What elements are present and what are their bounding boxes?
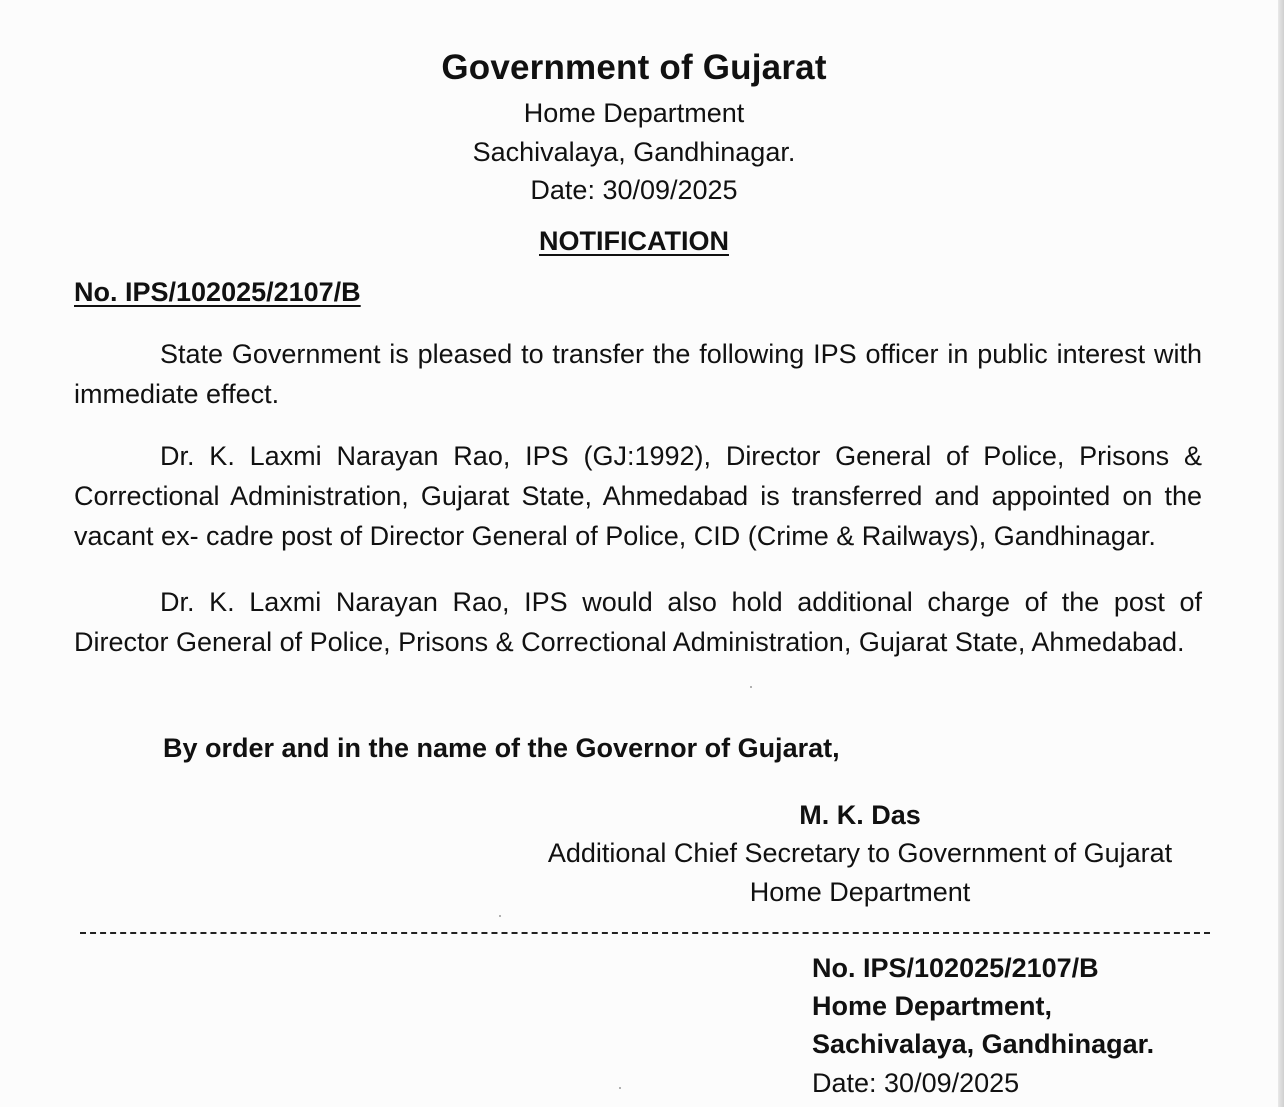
- notification-heading-text: NOTIFICATION: [539, 226, 729, 256]
- department-line: Home Department: [523, 98, 745, 128]
- paragraph-intro: State Government is pleased to transfer the following IPS officer in public interest with immediate effect.: [74, 339, 1202, 409]
- footer-address: Sachivalaya, Gandhinagar.: [812, 1029, 1155, 1059]
- signatory-department: Home Department: [749, 877, 971, 907]
- date-line: Date: 30/09/2025: [530, 175, 738, 205]
- footer-reference-number: No. IPS/102025/2107/B: [812, 953, 1099, 983]
- order-line: By order and in the name of the Governor of Gujarat,: [163, 733, 840, 763]
- scan-speck: [619, 1087, 621, 1089]
- signatory-designation: Additional Chief Secretary to Government of Gujarat: [547, 838, 1173, 868]
- reference-number: No. IPS/102025/2107/B: [74, 277, 361, 307]
- signatory-name: M. K. Das: [799, 800, 921, 830]
- notification-heading: [0, 226, 1268, 257]
- paragraph-transfer: Dr. K. Laxmi Narayan Rao, IPS (GJ:1992), Director General of Police, Prisons & Correctional Administration, Gujarat State, Ahmedabad is transferred and appointed on the vacant ex- cadre post of Director General of Police, CID (Crime & Railways), Gandhinagar.: [74, 441, 1202, 551]
- address-line: Sachivalaya, Gandhinagar.: [472, 137, 796, 167]
- scan-speck: [750, 686, 752, 688]
- footer-date: Date: 30/09/2025: [812, 1068, 1020, 1098]
- dashed-divider: [80, 932, 1210, 934]
- footer-department: Home Department,: [812, 991, 1053, 1021]
- government-title: Government of Gujarat: [441, 48, 827, 87]
- scan-speck: [499, 915, 501, 917]
- page-edge-shadow: [1278, 0, 1284, 1107]
- paragraph-additional-charge: Dr. K. Laxmi Narayan Rao, IPS would also hold additional charge of the post of Director General of Police, Prisons & Correctional Administration, Gujarat State, Ahmedabad.: [74, 587, 1202, 657]
